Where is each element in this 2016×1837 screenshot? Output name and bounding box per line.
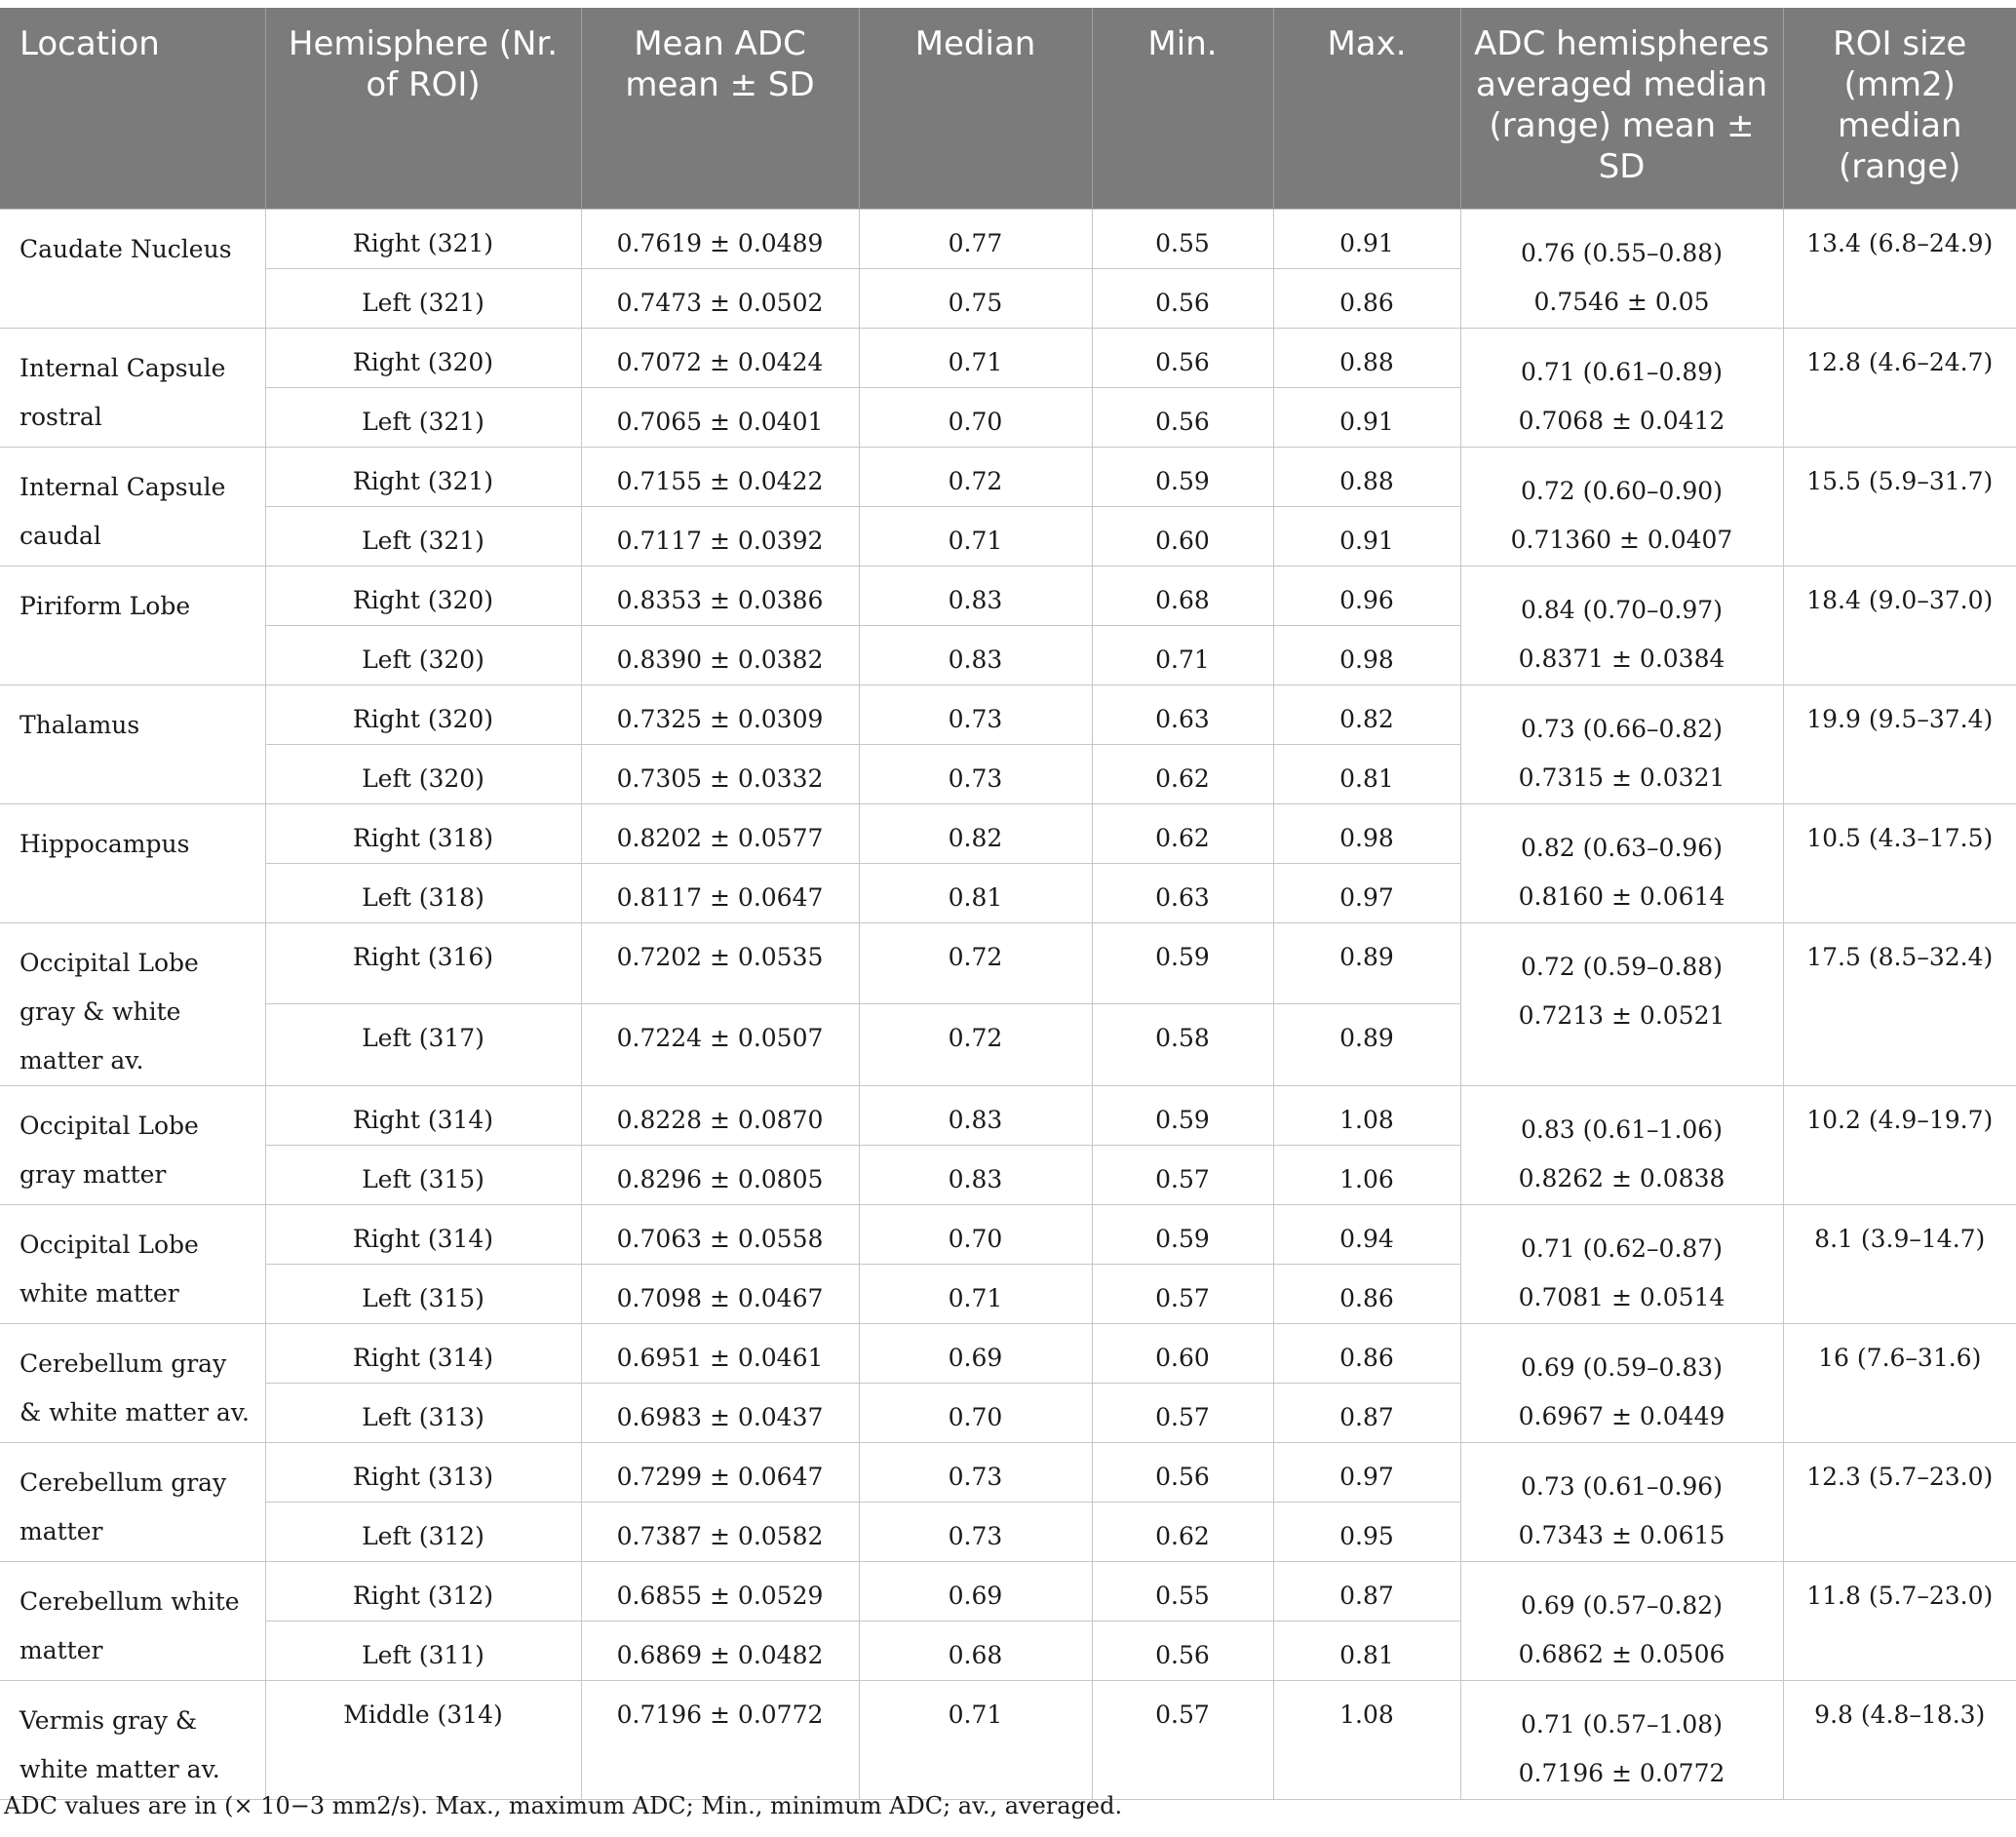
median-cell: 0.72: [859, 1004, 1092, 1086]
min-cell: 0.57: [1092, 1264, 1273, 1323]
min-cell: 0.57: [1092, 1383, 1273, 1442]
hemisphere-cell: Right (321): [265, 209, 581, 268]
min-cell: 0.56: [1092, 328, 1273, 387]
max-cell: 0.88: [1273, 328, 1460, 387]
hemisphere-cell: Left (321): [265, 387, 581, 447]
mean-adc-cell: 0.7117 ± 0.0392: [581, 506, 859, 566]
table-row: [0, 922, 2016, 1004]
averaged-mean-sd: 0.8160 ± 0.0614: [1518, 881, 1725, 911]
averaged-median-range: 0.69 (0.57–0.82): [1521, 1590, 1723, 1620]
hemisphere-cell: Left (321): [265, 268, 581, 328]
location-cell: Hippocampus: [0, 803, 265, 922]
location-cell: Piriform Lobe: [0, 566, 265, 684]
max-cell: 0.87: [1273, 1561, 1460, 1621]
median-cell: 0.73: [859, 684, 1092, 744]
mean-adc-cell: 0.7098 ± 0.0467: [581, 1264, 859, 1323]
averaged-median-range: 0.71 (0.62–0.87): [1521, 1233, 1723, 1263]
table-container: [0, 8, 2016, 1800]
hemisphere-cell: Left (312): [265, 1502, 581, 1561]
median-cell: 0.72: [859, 447, 1092, 506]
mean-adc-cell: 0.8390 ± 0.0382: [581, 625, 859, 684]
location-cell: Cerebellum white matter: [0, 1561, 265, 1680]
max-cell: 1.06: [1273, 1145, 1460, 1204]
table-row: [0, 1323, 2016, 1383]
min-cell: 0.59: [1092, 1204, 1273, 1264]
roi-size-cell: 15.5 (5.9–31.7): [1783, 447, 2016, 566]
mean-adc-cell: 0.7325 ± 0.0309: [581, 684, 859, 744]
averaged-median-range: 0.69 (0.59–0.83): [1521, 1352, 1723, 1382]
min-cell: 0.60: [1092, 506, 1273, 566]
averaged-mean-sd: 0.8262 ± 0.0838: [1518, 1163, 1725, 1192]
table-body: [0, 209, 2016, 1799]
header-hemisphere: Hemisphere (Nr. of ROI): [265, 8, 581, 209]
median-cell: 0.77: [859, 209, 1092, 268]
averaged-mean-sd: 0.7315 ± 0.0321: [1518, 762, 1725, 792]
hemisphere-cell: Right (320): [265, 684, 581, 744]
max-cell: 0.89: [1273, 1004, 1460, 1086]
min-cell: 0.56: [1092, 268, 1273, 328]
min-cell: 0.68: [1092, 566, 1273, 625]
median-cell: 0.69: [859, 1561, 1092, 1621]
roi-size-cell: 12.3 (5.7–23.0): [1783, 1442, 2016, 1561]
averaged-mean-sd: 0.7343 ± 0.0615: [1518, 1520, 1725, 1549]
table-row: [0, 684, 2016, 744]
mean-adc-cell: 0.7473 ± 0.0502: [581, 268, 859, 328]
roi-size-cell: 11.8 (5.7–23.0): [1783, 1561, 2016, 1680]
max-cell: 0.81: [1273, 1621, 1460, 1680]
max-cell: 0.91: [1273, 387, 1460, 447]
hemisphere-cell: Right (314): [265, 1204, 581, 1264]
min-cell: 0.57: [1092, 1145, 1273, 1204]
hemisphere-cell: Left (315): [265, 1264, 581, 1323]
header-min: Min.: [1092, 8, 1273, 209]
header-mean-adc: Mean ADC mean ± SD: [581, 8, 859, 209]
hemisphere-cell: Right (314): [265, 1323, 581, 1383]
averaged-mean-sd: 0.7546 ± 0.05: [1533, 287, 1710, 316]
min-cell: 0.62: [1092, 744, 1273, 803]
median-cell: 0.81: [859, 863, 1092, 922]
averaged-cell: [1460, 1085, 1783, 1204]
location-cell: Internal Capsule caudal: [0, 447, 265, 566]
median-cell: 0.70: [859, 387, 1092, 447]
location-cell: Cerebellum gray matter: [0, 1442, 265, 1561]
min-cell: 0.56: [1092, 387, 1273, 447]
table-row: [0, 1204, 2016, 1264]
median-cell: 0.83: [859, 1085, 1092, 1145]
location-cell: Vermis gray & white matter av.: [0, 1680, 265, 1799]
table-row: [0, 1561, 2016, 1621]
averaged-median-range: 0.71 (0.61–0.89): [1521, 357, 1723, 386]
mean-adc-cell: 0.7224 ± 0.0507: [581, 1004, 859, 1086]
averaged-median-range: 0.72 (0.59–0.88): [1521, 952, 1723, 981]
median-cell: 0.73: [859, 1502, 1092, 1561]
min-cell: 0.71: [1092, 625, 1273, 684]
median-cell: 0.73: [859, 1442, 1092, 1502]
min-cell: 0.63: [1092, 863, 1273, 922]
mean-adc-cell: 0.7619 ± 0.0489: [581, 209, 859, 268]
averaged-cell: [1460, 1204, 1783, 1323]
min-cell: 0.63: [1092, 684, 1273, 744]
roi-size-cell: 18.4 (9.0–37.0): [1783, 566, 2016, 684]
max-cell: 0.98: [1273, 803, 1460, 863]
hemisphere-cell: Right (314): [265, 1085, 581, 1145]
min-cell: 0.60: [1092, 1323, 1273, 1383]
max-cell: 0.91: [1273, 506, 1460, 566]
max-cell: 0.87: [1273, 1383, 1460, 1442]
hemisphere-cell: Right (313): [265, 1442, 581, 1502]
max-cell: 0.98: [1273, 625, 1460, 684]
header-roi-size: ROI size (mm2) median (range): [1783, 8, 2016, 209]
max-cell: 0.97: [1273, 1442, 1460, 1502]
roi-size-cell: 17.5 (8.5–32.4): [1783, 922, 2016, 1085]
hemisphere-cell: Right (320): [265, 566, 581, 625]
averaged-median-range: 0.84 (0.70–0.97): [1521, 595, 1723, 624]
max-cell: 0.86: [1273, 1323, 1460, 1383]
mean-adc-cell: 0.6855 ± 0.0529: [581, 1561, 859, 1621]
location-cell: Cerebellum gray & white matter av.: [0, 1323, 265, 1442]
table-row: [0, 1442, 2016, 1502]
averaged-mean-sd: 0.8371 ± 0.0384: [1518, 644, 1725, 673]
mean-adc-cell: 0.7305 ± 0.0332: [581, 744, 859, 803]
averaged-median-range: 0.71 (0.57–1.08): [1521, 1709, 1723, 1739]
min-cell: 0.62: [1092, 1502, 1273, 1561]
averaged-cell: [1460, 1323, 1783, 1442]
mean-adc-cell: 0.7072 ± 0.0424: [581, 328, 859, 387]
mean-adc-cell: 0.7063 ± 0.0558: [581, 1204, 859, 1264]
averaged-median-range: 0.72 (0.60–0.90): [1521, 476, 1723, 505]
averaged-mean-sd: 0.6862 ± 0.0506: [1518, 1639, 1725, 1668]
max-cell: 0.81: [1273, 744, 1460, 803]
max-cell: 0.86: [1273, 268, 1460, 328]
averaged-median-range: 0.82 (0.63–0.96): [1521, 833, 1723, 862]
header-row: [0, 8, 2016, 209]
mean-adc-cell: 0.6951 ± 0.0461: [581, 1323, 859, 1383]
roi-size-cell: 10.2 (4.9–19.7): [1783, 1085, 2016, 1204]
roi-size-cell: 8.1 (3.9–14.7): [1783, 1204, 2016, 1323]
max-cell: 0.95: [1273, 1502, 1460, 1561]
location-cell: Thalamus: [0, 684, 265, 803]
roi-size-cell: 10.5 (4.3–17.5): [1783, 803, 2016, 922]
averaged-median-range: 0.73 (0.61–0.96): [1521, 1471, 1723, 1501]
median-cell: 0.71: [859, 1680, 1092, 1799]
averaged-cell: [1460, 566, 1783, 684]
roi-size-cell: 19.9 (9.5–37.4): [1783, 684, 2016, 803]
table-row: [0, 803, 2016, 863]
median-cell: 0.73: [859, 744, 1092, 803]
hemisphere-cell: Left (318): [265, 863, 581, 922]
averaged-mean-sd: 0.6967 ± 0.0449: [1518, 1401, 1725, 1430]
mean-adc-cell: 0.8353 ± 0.0386: [581, 566, 859, 625]
min-cell: 0.59: [1092, 1085, 1273, 1145]
min-cell: 0.56: [1092, 1621, 1273, 1680]
averaged-cell: [1460, 328, 1783, 447]
location-cell: Caudate Nucleus: [0, 209, 265, 328]
location-cell: Occipital Lobe white matter: [0, 1204, 265, 1323]
adc-table: [0, 8, 2016, 1800]
min-cell: 0.59: [1092, 447, 1273, 506]
table-row: [0, 1680, 2016, 1799]
hemisphere-cell: Right (318): [265, 803, 581, 863]
median-cell: 0.75: [859, 268, 1092, 328]
min-cell: 0.56: [1092, 1442, 1273, 1502]
averaged-cell: [1460, 803, 1783, 922]
median-cell: 0.69: [859, 1323, 1092, 1383]
hemisphere-cell: Left (315): [265, 1145, 581, 1204]
max-cell: 0.96: [1273, 566, 1460, 625]
header-location: Location: [0, 8, 265, 209]
table-row: [0, 1085, 2016, 1145]
averaged-cell: [1460, 684, 1783, 803]
averaged-cell: [1460, 1442, 1783, 1561]
table-row: [0, 209, 2016, 268]
median-cell: 0.83: [859, 1145, 1092, 1204]
max-cell: 1.08: [1273, 1085, 1460, 1145]
max-cell: 0.82: [1273, 684, 1460, 744]
averaged-cell: [1460, 922, 1783, 1085]
hemisphere-cell: Left (321): [265, 506, 581, 566]
max-cell: 0.97: [1273, 863, 1460, 922]
averaged-median-range: 0.76 (0.55–0.88): [1521, 238, 1723, 267]
median-cell: 0.83: [859, 625, 1092, 684]
hemisphere-cell: Right (316): [265, 922, 581, 1004]
table-row: [0, 328, 2016, 387]
median-cell: 0.83: [859, 566, 1092, 625]
averaged-median-range: 0.83 (0.61–1.06): [1521, 1114, 1723, 1144]
median-cell: 0.82: [859, 803, 1092, 863]
location-cell: Internal Capsule rostral: [0, 328, 265, 447]
header-max: Max.: [1273, 8, 1460, 209]
header-adc-hemispheres-averaged: ADC hemispheres averaged median (range) mean ± SD: [1460, 8, 1783, 209]
median-cell: 0.70: [859, 1383, 1092, 1442]
hemisphere-cell: Right (312): [265, 1561, 581, 1621]
mean-adc-cell: 0.7299 ± 0.0647: [581, 1442, 859, 1502]
mean-adc-cell: 0.8296 ± 0.0805: [581, 1145, 859, 1204]
averaged-mean-sd: 0.7068 ± 0.0412: [1518, 406, 1725, 435]
averaged-mean-sd: 0.7196 ± 0.0772: [1518, 1758, 1725, 1787]
averaged-mean-sd: 0.71360 ± 0.0407: [1510, 525, 1733, 554]
hemisphere-cell: Left (313): [265, 1383, 581, 1442]
max-cell: 0.86: [1273, 1264, 1460, 1323]
hemisphere-cell: Middle (314): [265, 1680, 581, 1799]
averaged-cell: [1460, 447, 1783, 566]
roi-size-cell: 9.8 (4.8–18.3): [1783, 1680, 2016, 1799]
mean-adc-cell: 0.7387 ± 0.0582: [581, 1502, 859, 1561]
table-footnote: ADC values are in (× 10−3 mm2/s). Max., maximum ADC; Min., minimum ADC; av., averaged.: [4, 1792, 1123, 1819]
mean-adc-cell: 0.7155 ± 0.0422: [581, 447, 859, 506]
averaged-mean-sd: 0.7081 ± 0.0514: [1518, 1282, 1725, 1311]
hemisphere-cell: Left (320): [265, 625, 581, 684]
averaged-cell: [1460, 209, 1783, 328]
header-median: Median: [859, 8, 1092, 209]
averaged-mean-sd: 0.7213 ± 0.0521: [1518, 1000, 1725, 1030]
mean-adc-cell: 0.7196 ± 0.0772: [581, 1680, 859, 1799]
max-cell: 0.88: [1273, 447, 1460, 506]
mean-adc-cell: 0.8202 ± 0.0577: [581, 803, 859, 863]
table-row: [0, 447, 2016, 506]
averaged-cell: [1460, 1680, 1783, 1799]
hemisphere-cell: Left (311): [265, 1621, 581, 1680]
table-row: [0, 566, 2016, 625]
max-cell: 0.94: [1273, 1204, 1460, 1264]
median-cell: 0.71: [859, 1264, 1092, 1323]
roi-size-cell: 13.4 (6.8–24.9): [1783, 209, 2016, 328]
min-cell: 0.62: [1092, 803, 1273, 863]
averaged-median-range: 0.73 (0.66–0.82): [1521, 714, 1723, 743]
min-cell: 0.57: [1092, 1680, 1273, 1799]
max-cell: 0.91: [1273, 209, 1460, 268]
median-cell: 0.71: [859, 506, 1092, 566]
averaged-cell: [1460, 1561, 1783, 1680]
median-cell: 0.70: [859, 1204, 1092, 1264]
median-cell: 0.68: [859, 1621, 1092, 1680]
min-cell: 0.55: [1092, 209, 1273, 268]
hemisphere-cell: Right (321): [265, 447, 581, 506]
mean-adc-cell: 0.8228 ± 0.0870: [581, 1085, 859, 1145]
roi-size-cell: 12.8 (4.6–24.7): [1783, 328, 2016, 447]
min-cell: 0.55: [1092, 1561, 1273, 1621]
hemisphere-cell: Right (320): [265, 328, 581, 387]
min-cell: 0.59: [1092, 922, 1273, 1004]
roi-size-cell: 16 (7.6–31.6): [1783, 1323, 2016, 1442]
mean-adc-cell: 0.6869 ± 0.0482: [581, 1621, 859, 1680]
max-cell: 1.08: [1273, 1680, 1460, 1799]
hemisphere-cell: Left (320): [265, 744, 581, 803]
location-cell: Occipital Lobe gray & white matter av.: [0, 922, 265, 1085]
mean-adc-cell: 0.6983 ± 0.0437: [581, 1383, 859, 1442]
mean-adc-cell: 0.7065 ± 0.0401: [581, 387, 859, 447]
median-cell: 0.71: [859, 328, 1092, 387]
hemisphere-cell: Left (317): [265, 1004, 581, 1086]
median-cell: 0.72: [859, 922, 1092, 1004]
min-cell: 0.58: [1092, 1004, 1273, 1086]
location-cell: Occipital Lobe gray matter: [0, 1085, 265, 1204]
mean-adc-cell: 0.8117 ± 0.0647: [581, 863, 859, 922]
mean-adc-cell: 0.7202 ± 0.0535: [581, 922, 859, 1004]
max-cell: 0.89: [1273, 922, 1460, 1004]
